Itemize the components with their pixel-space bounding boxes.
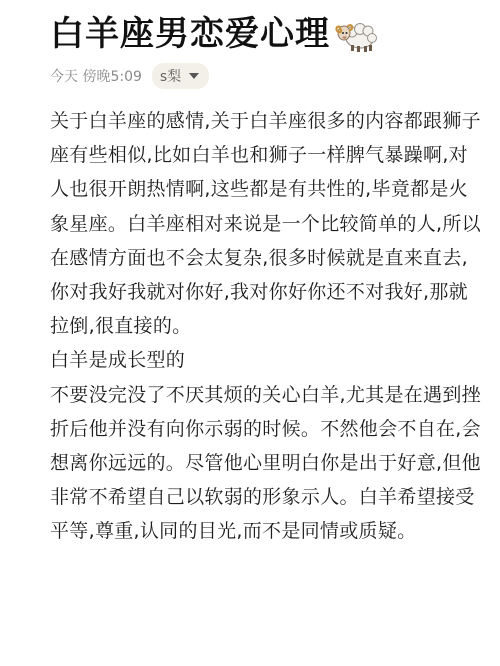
chevron-down-icon (189, 73, 199, 79)
author-selector[interactable] (152, 63, 209, 89)
paragraph-heading: 白羊是成长型的 (50, 349, 186, 372)
article-body (50, 104, 482, 549)
paragraph-advice: 不要没完没了不厌其烦的关心白羊,尤其是在遇到挫折后他并没有向你示弱的时候。不然他会不自在,会想离你远远的。尽管他心里明白你是出于好意,但他非常不希望自己以软弱的形象示人。白羊希望接受平等,尊重,认同的目光,而不是同情或质疑。 (50, 383, 481, 543)
post-timestamp: 今天 傍晚5:09 (50, 69, 142, 85)
title-row (50, 8, 378, 60)
page-title: 白羊座男恋爱心理 (50, 14, 330, 54)
meta-row (50, 62, 209, 90)
paragraph-intro: 关于白羊座的感情,关于白羊座很多的内容都跟狮子座有些相似,比如白羊也和狮子一样脾气暴躁啊,对人也很开朗热情啊,这些都是有共性的,毕竟都是火象星座。白羊座相对来说是一个比较简单的人,所以在感情方面也不会太复杂,很多时候就是直来直去,你对我好我就对你好,我对你好你还不对我好,那就拉倒,很直接的。 (50, 110, 481, 338)
ram-icon (334, 14, 378, 54)
author-name: s梨 (159, 69, 182, 85)
